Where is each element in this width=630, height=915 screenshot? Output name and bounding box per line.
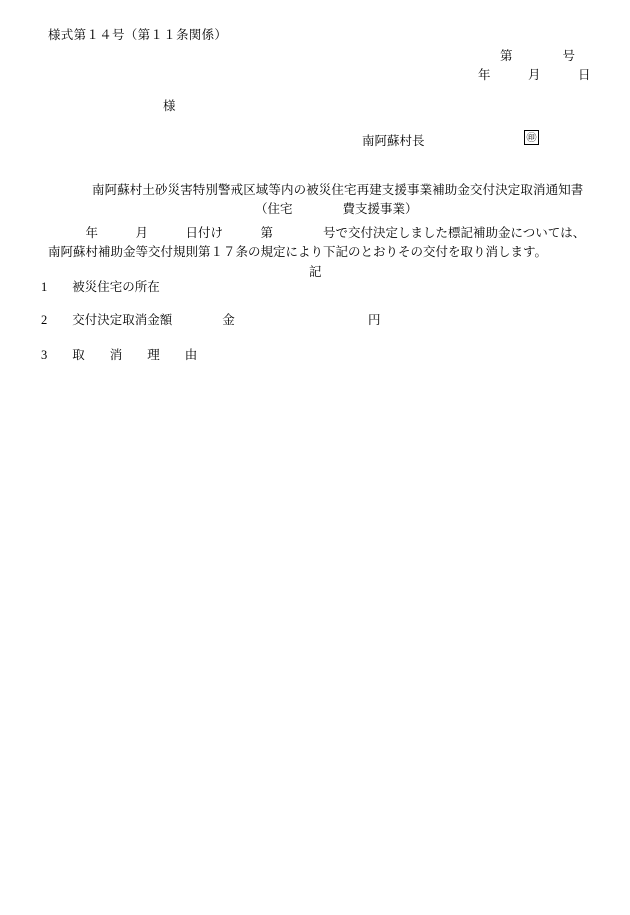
document-subtitle: （住宅 費支援事業） — [255, 202, 418, 216]
issuer-name: 南阿蘇村長 — [362, 134, 425, 148]
ki-heading: 記 — [309, 265, 322, 279]
body-paragraph: 年 月 日付け 第 号で交付決定しました標記補助金については、南阿蘇村補助金等交付規則第１７条の規定により下記のとおりその交付を取り消します。 — [48, 226, 586, 259]
document-title: 南阿蘇村土砂災害特別警戒区域等内の被災住宅再建支援事業補助金交付決定取消通知書 — [92, 183, 584, 197]
item-location: 1 被災住宅の所在 — [41, 280, 160, 294]
item-cancelled-amount: 2 交付決定取消金額 金 — [41, 313, 235, 327]
document-date-line: 年 月 日 — [478, 68, 591, 82]
document-number-line: 第 号 — [500, 49, 576, 63]
addressee-line: 様 — [163, 99, 176, 113]
seal-icon: ㊞ — [524, 130, 539, 145]
form-number: 様式第１４号（第１１条関係） — [48, 28, 228, 42]
item-cancelled-amount-unit: 円 — [368, 313, 381, 327]
item-reason: 3 取 消 理 由 — [41, 348, 198, 362]
